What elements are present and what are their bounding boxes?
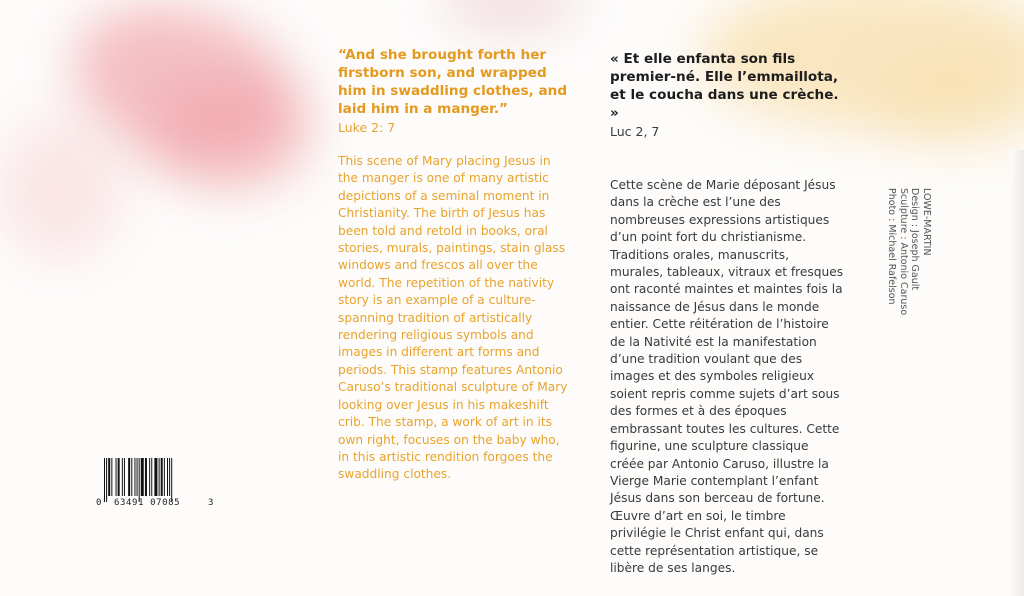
page-edge-shadow <box>1010 150 1024 596</box>
barcode-check-digit: 3 <box>208 498 214 508</box>
english-reference: Luke 2: 7 <box>338 120 396 135</box>
barcode-bar <box>128 458 130 496</box>
pink-watercolor-wash <box>440 0 580 30</box>
barcode-bar <box>159 458 160 496</box>
barcode-bar <box>145 458 147 496</box>
credit-design: Design : Joseph Gault <box>909 188 921 291</box>
barcode-bar <box>171 458 172 502</box>
barcode-bar <box>131 458 132 496</box>
barcode-main-digits: 63491 07085 <box>114 498 181 508</box>
barcode-bar <box>169 458 170 496</box>
barcode-bar <box>111 458 112 496</box>
barcode-bar <box>139 458 140 502</box>
barcode-bar <box>124 458 125 496</box>
credits-block <box>886 188 932 328</box>
barcode-bar <box>141 458 144 496</box>
french-reference: Luc 2, 7 <box>610 124 660 139</box>
barcode-bar <box>118 458 120 496</box>
barcode-bar <box>151 458 152 496</box>
credit-photo: Photo : Michael Rafelson <box>886 188 898 305</box>
pink-watercolor-wash <box>52 0 317 192</box>
barcode-bar <box>104 458 105 502</box>
credit-printer: LOWE-MARTIN <box>921 188 932 256</box>
barcode-bar <box>149 458 150 496</box>
pink-watercolor-wash <box>0 120 120 260</box>
credit-sculpture: Sculpture : Antonio Caruso <box>898 188 909 316</box>
french-paragraph: Cette scène de Marie déposant Jésus dans la crèche est l’une des nombreuses expressions artistiques d’un point fort du christianisme. Traditions orales, manuscrits, murales, tableaux, vitraux et fresques ont raconté maintes et maintes fois la naissance de Jésus dans le monde entier. Cette réitération de l’histoire de la Nativité est la manifestation d’une tradition voulant que des images et des symboles religieux soient repris comme sujets d’art sous des formes et à des époques embrassant toutes les cultures. Cette figurine, une sculpture classique créée par Antonio Caruso, illustre la Vierge Marie contemplant l’enfant Jésus dans son berceau de fortune. Œuvre d’art en soi, le timbre privilégie le Christ enfant qui, dans cette représentation artistique, se libère de ses langes. <box>610 178 844 575</box>
english-column <box>338 46 568 484</box>
barcode <box>96 458 216 518</box>
english-paragraph: This scene of Mary placing Jesus in the manger is one of many artistic depictions of a seminal moment in Christianity. The birth of Jesus has been told and retold in books, oral stories, murals, paintings, stain glass windows and frescos all over the world. The repetition of the nativity story is an example of a culture-spanning tradition of artistically rendering religious symbols and images in different art forms and periods. This stamp features Antonio Caruso’s traditional sculpture of Mary looking over Jesus in his makeshift crib. The stamp, a work of art in its own right, focuses on the baby who, in this artistic rendition forgoes the swaddling clothes. <box>338 154 568 482</box>
barcode-bar <box>106 458 107 502</box>
barcode-bar <box>134 458 135 496</box>
english-quote: “And she brought forth her firstborn son, and wrapped him in swaddling clothes, and laid him in a manger.” <box>338 47 568 117</box>
barcode-bar <box>164 458 165 496</box>
barcode-bar <box>108 458 110 496</box>
barcode-bar <box>122 458 123 496</box>
yellow-watercolor-wash <box>880 60 1024 150</box>
barcode-bar <box>116 458 117 496</box>
pink-watercolor-wash <box>150 80 310 190</box>
barcode-bar <box>167 458 168 496</box>
barcode-bar <box>137 458 138 496</box>
barcode-system-digit: 0 <box>96 498 102 508</box>
french-quote: « Et elle enfanta son fils premier-né. Elle l’emmaillota, et le coucha dans une crèche. » <box>610 51 839 121</box>
barcode-bar <box>161 458 163 496</box>
barcode-bar <box>154 458 157 496</box>
french-column <box>610 50 845 577</box>
